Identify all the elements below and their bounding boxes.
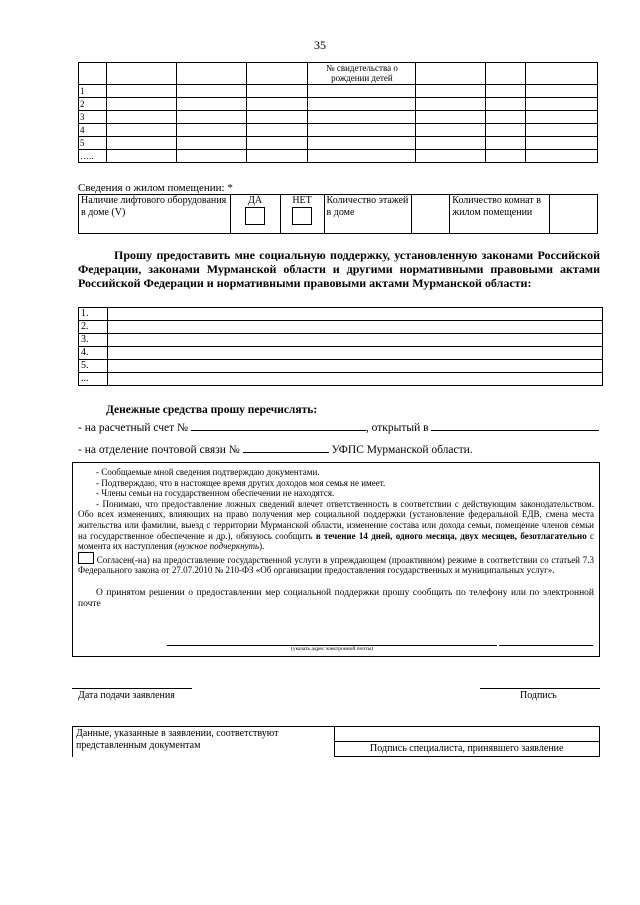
signature-field[interactable] bbox=[480, 688, 600, 689]
floors-label: Количество этажей в доме bbox=[324, 195, 412, 234]
no-label: НЕТ bbox=[292, 195, 312, 206]
housing-table bbox=[78, 194, 598, 234]
housing-title: Сведения о жилом помещении: * bbox=[78, 182, 233, 194]
table-row: ….. bbox=[79, 150, 598, 163]
consent-checkbox[interactable] bbox=[78, 552, 94, 564]
specialist-label: Подпись специалиста, принявшего заявление bbox=[335, 741, 599, 756]
consent-line: Согласен(-на) на предоставление государственной услуги в упреждающем (проактивном) режиме в соответствии со статьей 7.3 Федерального закона от 27.07.2010 № 210-ФЗ «Об организации предоставления государственных и муниципальных услуг». bbox=[78, 552, 594, 576]
post-line: - на отделение почтовой связи № УФПС Мурманской области. bbox=[78, 444, 473, 456]
rooms-input[interactable] bbox=[550, 195, 598, 234]
acts-table bbox=[78, 307, 603, 386]
declaration-line: - Понимаю, что предоставление ложных сведений влечет ответственность в соответствии с действующим законодательством. Обо всех изменениях, влияющих на право получения мер социальной поддержки (установление федеральной ЕДВ, смена места жительства или фамилии, выезд с территории Мурманской области, изменение состава или дохода семьи, помещение членов семьи на государственное обеспечение и др.), обязуюсь сообщить в течение 14 дней, одного месяца, двух месяцев, безотлагательно с момента их наступления (нужное подчеркнуть). bbox=[78, 498, 595, 552]
list-item: 5. bbox=[79, 360, 603, 373]
no-checkbox[interactable] bbox=[292, 207, 312, 225]
account-number-field[interactable] bbox=[191, 420, 366, 431]
account-line: - на расчетный счет № , открытый в bbox=[78, 420, 599, 434]
page-number: 35 bbox=[314, 38, 326, 52]
table-row: 4 bbox=[79, 124, 598, 137]
declaration-line: - Члены семьи на государственном обеспечении не находятся. bbox=[96, 488, 335, 499]
declaration-line: - Сообщаемые мной сведения подтверждаю документами. bbox=[96, 467, 320, 477]
payment-title: Денежные средства прошу перечислять: bbox=[106, 404, 318, 416]
post-office-field[interactable] bbox=[243, 442, 329, 453]
date-field[interactable] bbox=[72, 688, 192, 689]
verification-table bbox=[72, 726, 600, 757]
table-row: 1 bbox=[79, 85, 598, 98]
list-item: ... bbox=[79, 373, 603, 386]
date-label: Дата подачи заявления bbox=[78, 690, 175, 701]
floors-input[interactable] bbox=[412, 195, 450, 234]
request-text: Прошу предоставить мне социальную поддержку, установленную законами Российской Федерации, законами Мурманской области и другими нормативными правовыми актами Российской Федерации и нормативными правовыми актами Мурманской области: bbox=[78, 248, 600, 290]
table-row: 3 bbox=[79, 111, 598, 124]
elevator-label: Наличие лифтового оборудования в доме (V) bbox=[79, 195, 231, 234]
no-cell bbox=[280, 195, 324, 234]
list-item: 1. bbox=[79, 308, 603, 321]
table-row: 5 bbox=[79, 137, 598, 150]
declaration-box bbox=[72, 462, 600, 657]
table-row: 2 bbox=[79, 98, 598, 111]
signature-label: Подпись bbox=[520, 690, 557, 701]
bank-field[interactable] bbox=[431, 420, 599, 431]
verification-text: Данные, указанные в заявлении, соответствуют представленным документам bbox=[73, 727, 335, 757]
notify-text: О принятом решении о предоставлении мер социальной поддержки прошу сообщить по телефону или по электронной почте bbox=[78, 587, 594, 609]
list-item: 2. bbox=[79, 321, 603, 334]
email-hint: (указать адрес электронной почты) bbox=[291, 646, 373, 652]
rooms-label: Количество комнат в жилом помещении bbox=[450, 195, 550, 234]
yes-checkbox[interactable] bbox=[245, 207, 265, 225]
yes-cell bbox=[230, 195, 280, 234]
children-table bbox=[78, 62, 598, 163]
birth-certificate-header: № свидетельства о рождении детей bbox=[308, 63, 416, 85]
specialist-signature-field[interactable] bbox=[335, 727, 599, 741]
declaration-line: - Подтверждаю, что в настоящее время других доходов моя семья не имеет. bbox=[96, 477, 386, 488]
yes-label: ДА bbox=[248, 195, 263, 206]
list-item: 3. bbox=[79, 334, 603, 347]
list-item: 4. bbox=[79, 347, 603, 360]
